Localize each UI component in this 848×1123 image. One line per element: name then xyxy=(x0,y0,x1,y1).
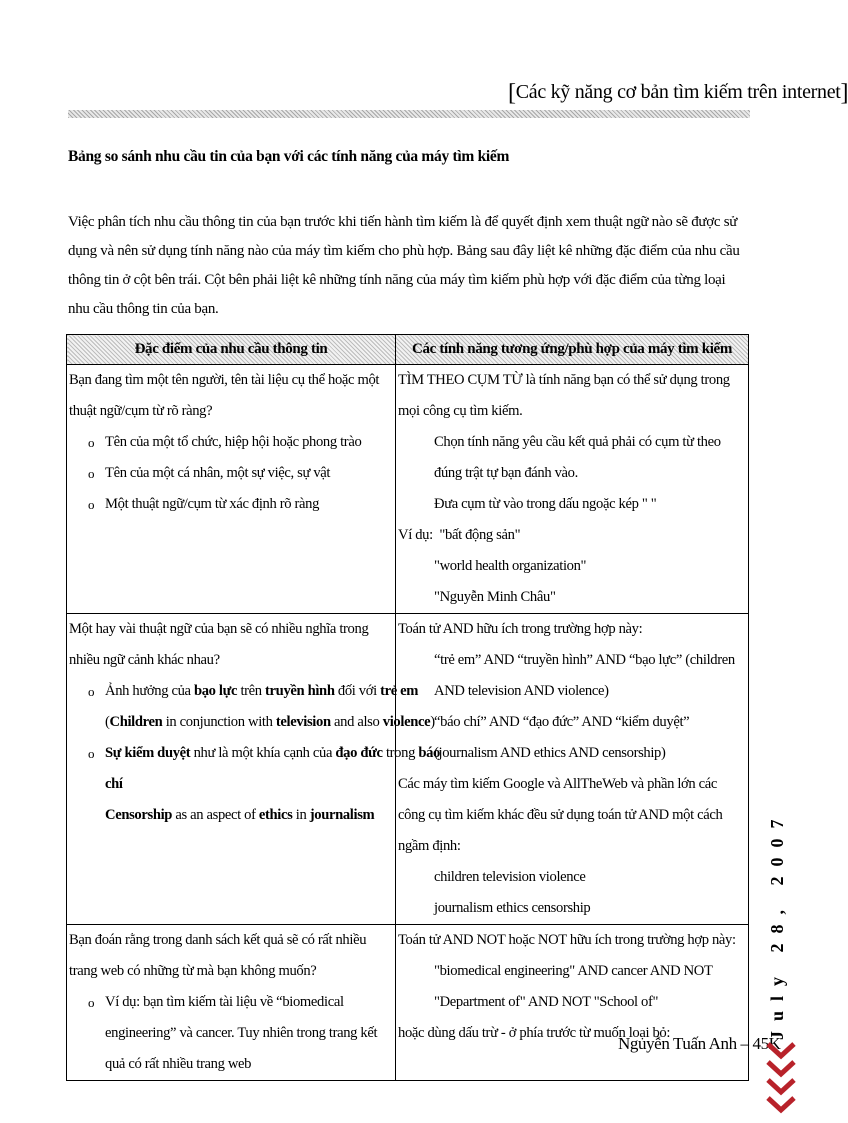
feature-description: Toán tử AND hữu ích trong trường hợp này: xyxy=(398,621,643,637)
feature-note: hoặc dùng dấu trừ - ở phía trước từ muốn loại bỏ: xyxy=(398,1025,671,1041)
keyword: truyền hình xyxy=(265,683,335,699)
column-header-needs: Đặc điểm của nhu cầu thông tin xyxy=(67,335,396,365)
text: Ảnh hưởng của xyxy=(105,683,194,699)
chevron-logo-icon xyxy=(766,1040,796,1118)
header-close-bracket: ] xyxy=(840,80,848,106)
example-item: "Nguyễn Minh Châu" xyxy=(434,589,556,605)
chevron-mark xyxy=(768,1098,794,1110)
keyword: television xyxy=(275,714,331,730)
list-item xyxy=(69,676,419,707)
features-cell xyxy=(396,925,749,1081)
keyword: báo xyxy=(418,745,440,761)
keyword: journalism xyxy=(309,807,375,823)
list-item-translation xyxy=(69,800,393,831)
text: ( xyxy=(105,714,110,730)
keyword: chí xyxy=(105,776,123,792)
header-open-bracket: [ xyxy=(508,80,516,106)
feature-note: Các máy tìm kiếm Google và AllTheWeb và phần lớn các công cụ tìm kiếm khác đều sử dụng toán tử AND một cách ngầm định: xyxy=(398,776,723,854)
list-item xyxy=(69,738,440,769)
column-header-features: Các tính năng tương ứng/phù hợp của máy tìm kiếm xyxy=(396,335,749,365)
features-cell xyxy=(396,614,749,925)
feature-item: Chọn tính năng yêu cầu kết quả phải có cụm từ theo đúng trật tự bạn đánh vào. xyxy=(434,434,721,481)
text: trong xyxy=(382,745,419,761)
keyword: đạo đức xyxy=(335,745,383,761)
text: như là một khía cạnh của xyxy=(190,745,336,761)
need-description: Một hay vài thuật ngữ của bạn sẽ có nhiều nghĩa trong nhiều ngữ cảnh khác nhau? xyxy=(69,621,369,668)
chevron-mark xyxy=(768,1044,794,1056)
feature-description: TÌM THEO CỤM TỪ là tính năng bạn có thể sử dụng trong mọi công cụ tìm kiếm. xyxy=(398,372,730,419)
keyword: Sự kiểm duyệt xyxy=(105,745,191,761)
header-title: Các kỹ năng cơ bản tìm kiếm trên internet xyxy=(515,81,841,103)
example-item: "bất động sản" xyxy=(439,527,521,543)
text: as an aspect of xyxy=(172,807,259,823)
feature-description: Toán tử AND NOT hoặc NOT hữu ích trong trường hợp này: xyxy=(398,932,736,948)
example-label: Ví dụ: xyxy=(398,527,433,543)
keyword: Censorship xyxy=(105,807,173,823)
list-item: o Một thuật ngữ/cụm từ xác định rõ ràng xyxy=(69,489,393,520)
features-cell xyxy=(396,365,749,614)
intro-paragraph: Việc phân tích nhu cầu thông tin của bạn trước khi tiến hành tìm kiếm là để quyết định xem thuật ngữ nào sẽ được sử dụng và nên sử dụng tính năng nào của máy tìm kiếm cho phù hợp. Bảng sau đây liệt kê những đặc điểm của nhu cầu thông tin ở cột bên trái. Cột bên phải liệt kê những tính năng của máy tìm kiếm phù hợp với đặc điểm của từng loại nhu cầu thông tin của bạn. xyxy=(68,214,740,317)
example-line xyxy=(398,520,746,551)
footer-author: Nguyễn Tuấn Anh – 45K xyxy=(618,1034,781,1053)
needs-cell xyxy=(67,925,396,1081)
list-item: o Tên của một cá nhân, một sự việc, sự vật xyxy=(69,458,393,489)
table-row xyxy=(67,925,749,1081)
keyword: trẻ em xyxy=(380,683,419,699)
table-row xyxy=(67,365,749,614)
example-item: "biomedical engineering" AND cancer AND NOT "Department of" AND NOT "School of" xyxy=(434,963,713,1010)
list-item: o Tên của một tổ chức, hiệp hội hoặc phong trào xyxy=(69,427,393,458)
text: đối với xyxy=(334,683,381,699)
example-item: “trẻ em” AND “truyền hình” AND “bạo lực” (children AND television AND violence) xyxy=(434,652,735,699)
example-item: "world health organization" xyxy=(434,558,587,574)
need-description: Bạn đoán rằng trong danh sách kết quả sẽ có rất nhiều trang web có những từ mà bạn không muốn? xyxy=(69,932,367,979)
text: ) xyxy=(430,714,435,730)
example-item: “báo chí” AND “đạo đức” AND “kiểm duyệt” (journalism AND ethics AND censorship) xyxy=(434,714,690,761)
text: in conjunction with xyxy=(162,714,276,730)
comparison-table xyxy=(66,334,749,1081)
table-header-row xyxy=(67,335,749,365)
text: in xyxy=(292,807,310,823)
keyword: ethics xyxy=(258,807,293,823)
text: trên xyxy=(237,683,266,699)
needs-cell xyxy=(67,614,440,925)
list-item: o Ví dụ: bạn tìm kiếm tài liệu về “biomedical engineering” và cancer. Tuy nhiên trong trang kết quả có rất nhiều trang web xyxy=(69,987,393,1080)
section-heading: Bảng so sánh nhu cầu tin của bạn với các tính năng của máy tìm kiếm xyxy=(68,148,510,165)
footer-date-text: July 28, 2007 xyxy=(767,809,787,1040)
keyword: violence xyxy=(382,714,431,730)
chevron-mark xyxy=(768,1062,794,1074)
chevron-mark xyxy=(768,1080,794,1092)
example-item: journalism ethics censorship xyxy=(434,900,591,916)
footer-date xyxy=(767,810,803,1040)
example-item: children television violence xyxy=(434,869,586,885)
feature-item: Đưa cụm từ vào trong dấu ngoặc kép " " xyxy=(434,496,657,512)
need-description: Bạn đang tìm một tên người, tên tài liệu cụ thể hoặc một thuật ngữ/cụm từ rõ ràng? xyxy=(69,372,380,419)
text: and also xyxy=(330,714,383,730)
table-row xyxy=(67,614,749,925)
header-rule xyxy=(68,110,750,118)
running-header xyxy=(508,78,848,105)
keyword: bạo lực xyxy=(193,683,238,699)
list-item-translation xyxy=(69,707,435,738)
needs-cell xyxy=(67,365,396,614)
keyword: Children xyxy=(109,714,163,730)
